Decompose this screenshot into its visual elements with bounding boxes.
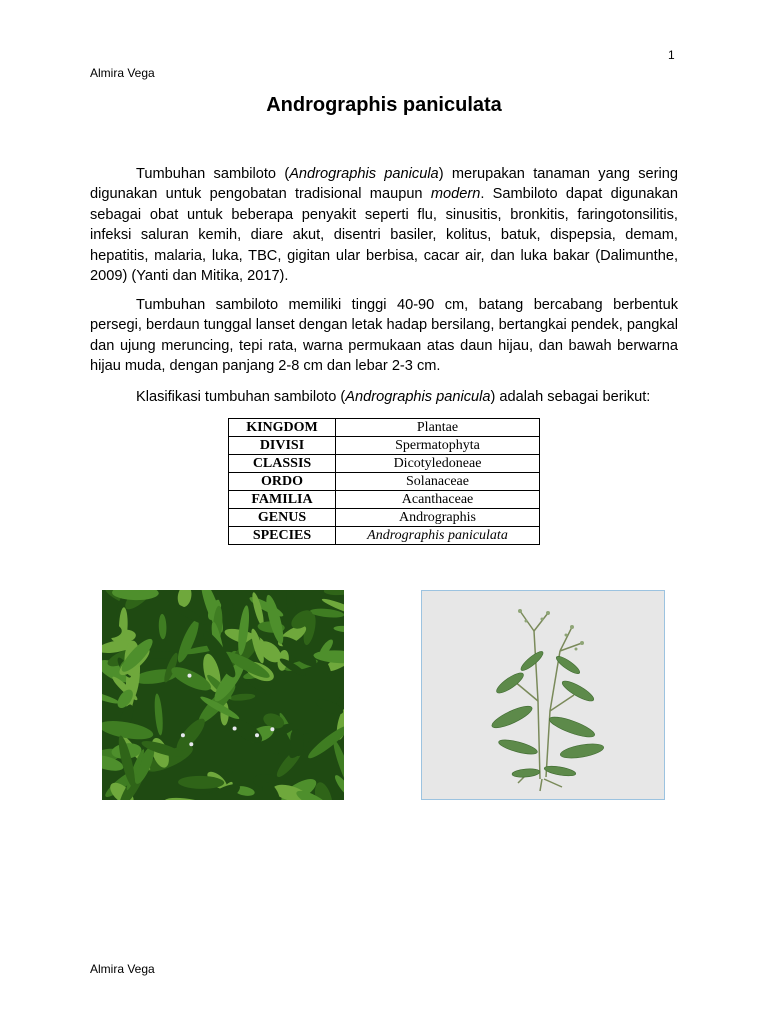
header-author: Almira Vega bbox=[90, 66, 155, 80]
paragraph-uses bbox=[90, 164, 678, 286]
table-row bbox=[229, 491, 540, 509]
rank-cell: SPECIES bbox=[229, 527, 336, 545]
value-cell: Andrographis bbox=[336, 509, 540, 527]
leaf-photo-image bbox=[102, 590, 344, 800]
table-row bbox=[229, 419, 540, 437]
value-cell: Acanthaceae bbox=[336, 491, 540, 509]
value-cell: Andrographis paniculata bbox=[336, 527, 540, 545]
table-row bbox=[229, 473, 540, 491]
classification-species-italic: Andrographis panicula bbox=[345, 389, 491, 405]
classification-table bbox=[228, 418, 540, 545]
page-number: 1 bbox=[668, 48, 675, 62]
paragraph-uses-text-1: Tumbuhan sambiloto ( bbox=[136, 166, 290, 182]
value-cell: Dicotyledoneae bbox=[336, 455, 540, 473]
rank-cell: CLASSIS bbox=[229, 455, 336, 473]
classification-intro-text-2: ) adalah sebagai berikut: bbox=[490, 389, 651, 405]
flower-dot bbox=[270, 727, 274, 731]
flower-dot bbox=[255, 733, 259, 737]
flower-dot bbox=[181, 733, 185, 737]
value-cell: Plantae bbox=[336, 419, 540, 437]
paragraph-classification-intro bbox=[90, 387, 678, 407]
plant-illustration-image bbox=[422, 591, 664, 799]
classification-intro-text-1: Klasifikasi tumbuhan sambiloto ( bbox=[136, 389, 346, 405]
document-title: Andrographis paniculata bbox=[266, 94, 502, 116]
flower-dot bbox=[188, 674, 192, 678]
rank-cell: GENUS bbox=[229, 509, 336, 527]
rank-cell: DIVISI bbox=[229, 437, 336, 455]
flower-dot bbox=[189, 742, 193, 746]
paragraph-morphology-text: Tumbuhan sambiloto memiliki tinggi 40-90 cm, batang bercabang berbentuk persegi, berdaun tunggal lanset dengan letak hadap bersilang, bertangkai pendek, pangkal dan ujung meruncing, tepi rata, warna permukaan atas daun hijau, dan bawah berwarna hijau muda, dengan panjang 2-8 cm dan lebar 2-3 cm. bbox=[90, 297, 678, 375]
sambiloto-photo bbox=[102, 590, 344, 800]
paragraph-morphology bbox=[90, 295, 678, 377]
paragraph-uses-text-3: . Sambiloto dapat digunakan sebagai obat untuk beberapa penyakit seperti flu, sinusitis, bronkitis, faringotonsilitis, infeksi saluran kemih, diare akut, disentri basiler, kolitus, batuk, dispepsia, demam, hepatitis, malaria, luka, TBC, gigitan ular berbisa, cacar air, dan luka bakar (Dalimunthe, 2009) (Yanti dan Mitika, 2017). bbox=[90, 186, 679, 285]
sambiloto-illustration bbox=[421, 590, 665, 800]
flower-dot bbox=[233, 727, 237, 731]
value-cell: Spermatophyta bbox=[336, 437, 540, 455]
species-name-italic: Andrographis panicula bbox=[289, 166, 439, 182]
table-row bbox=[229, 437, 540, 455]
paragraph-uses-text-2: ) merupakan tanaman yang sering digunakan untuk pengobatan tradisional maupun bbox=[90, 166, 679, 203]
modern-italic: modern bbox=[430, 186, 481, 203]
footer-author: Almira Vega bbox=[90, 962, 155, 976]
table-row bbox=[229, 527, 540, 545]
rank-cell: ORDO bbox=[229, 473, 336, 491]
rank-cell: FAMILIA bbox=[229, 491, 336, 509]
table-row bbox=[229, 455, 540, 473]
table-row bbox=[229, 509, 540, 527]
rank-cell: KINGDOM bbox=[229, 419, 336, 437]
value-cell: Solanaceae bbox=[336, 473, 540, 491]
